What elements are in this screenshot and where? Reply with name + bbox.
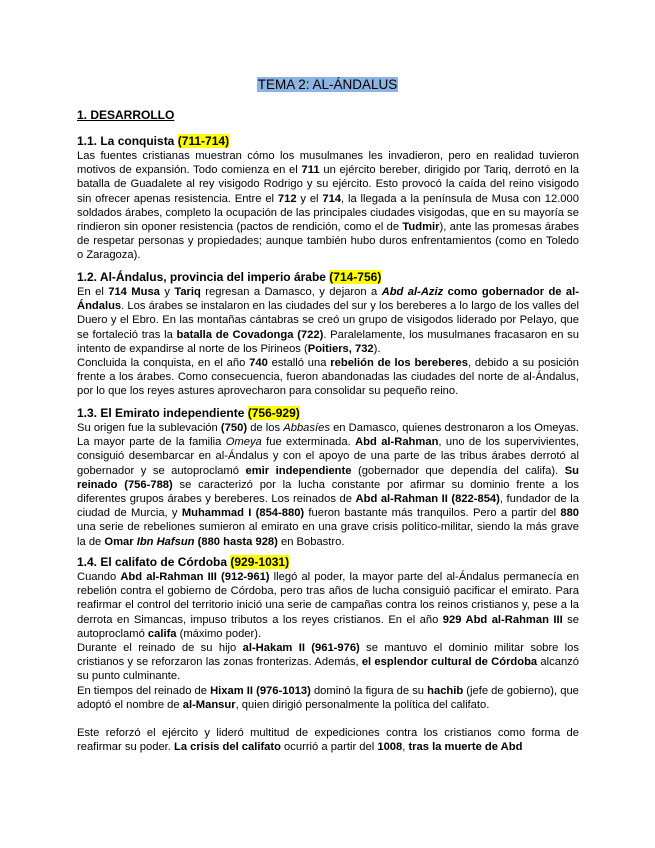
date-highlight: (756-929) <box>247 406 300 420</box>
paragraph-califato-3: En tiempos del reinado de Hixam II (976-1013) dominó la figura de su hachib (jefe de gobierno), que adoptó el nombre de al-Mansur, quien dirigió personalmente la política del califato. <box>77 684 579 711</box>
heading-conquista: 1.1. La conquista (711-714) <box>77 134 230 148</box>
title-text: TEMA 2: AL-ÁNDALUS <box>257 77 398 92</box>
section-provincia <box>77 270 579 399</box>
section-emirato <box>77 406 579 549</box>
section-conquista <box>77 134 579 263</box>
paragraph-conquista: Las fuentes cristianas muestran cómo los musulmanes les invadieron, pero en realidad tuvieron motivos de expansión. Todo comienza en el 711 un ejército bereber, dirigido por Tariq, derrotó en la batalla de Guadalete al rey visigodo Rodrigo y su ejército. Esto provocó la caída del reino visigodo sin ofrecer apenas resistencia. Entre el 712 y el 714, la llegada a la península de Musa con 12.000 soldados árabes, completo la ocupación de las principales ciudades visigodas, que en su mayoría se rindieron sin oponer resistencia (pactos de rendición, como el de Tudmir), ante las promesas árabes de respetar personas y propiedades; aunque también hubo duros enfrentamientos (como en Toledo o Zaragoza). <box>77 150 580 262</box>
paragraph-califato-2: Durante el reinado de su hijo al-Hakam II (961-976) se mantuvo el dominio militar sobre los cristianos y se reforzaron las zonas fronterizas. Además, el esplendor cultural de Córdoba alcanzó su punto culminante. <box>77 642 579 683</box>
paragraph-califato-4: Este reforzó el ejército y lideró multitud de expediciones contra los cristianos como forma de reafirmar su poder. La crisis del califato ocurrió a partir del 1008, tras la muerte de Abd <box>77 727 579 754</box>
paragraph-emirato: Su origen fue la sublevación (750) de los Abbasíes en Damasco, quienes destronaron a los Omeyas. La mayor parte de la familia Omeya fue exterminada. Abd al-Rahman, uno de los supervivientes, consiguió desembarcar en al-Ándalus y con el apoyo de una parte de las tribus árabes derrotó al gobernador y se autoproclamó emir independiente (gobernador que dependía del califa). Su reinado (756-788) se caracterizó por la lucha constante por afirmar su dominio frente a los diferentes grupos árabes y bereberes. Los reinados de Abd al-Rahman II (822-854), fundador de la ciudad de Murcia, y Muhammad I (854-880) fueron bastante más tranquilos. Pero a partir del 880 una serie de rebeliones sumieron al emirato en una grave crisis político-militar, siendo la más grave la de Omar Ibn Hafsun (880 hasta 928) en Bobastro. <box>77 422 580 548</box>
date-highlight: (711-714) <box>177 134 230 148</box>
section-califato <box>77 555 579 754</box>
heading-emirato: 1.3. El Emirato independiente (756-929) <box>77 406 300 420</box>
heading-califato: 1.4. El califato de Córdoba (929-1031) <box>77 555 290 569</box>
paragraph-califato-1: Cuando Abd al-Rahman III (912-961) llegó al poder, la mayor parte del al-Ándalus permanecía en rebelión contra el gobierno de Córdoba, pero tras años de lucha consiguió pacificar el emirato. Para reafirmar el control del territorio inició una serie de campañas contra los reinos cristianos y, pese a la derrota en Simancas, impuso tributos a los reyes cristianos. En el año 929 Abd al-Rahman III se autoproclamó califa (máximo poder). <box>77 571 579 640</box>
heading-provincia: 1.2. Al-Ándalus, provincia del imperio árabe (714-756) <box>77 270 382 284</box>
section-heading: 1. DESARROLLO <box>77 108 175 122</box>
document-title <box>0 76 655 94</box>
date-highlight: (929-1031) <box>230 555 290 569</box>
paragraph-provincia-2: Concluida la conquista, en el año 740 estalló una rebelión de los bereberes, debido a su posición frente a los árabes. Como consecuencia, fueron abandonadas las ciudades del norte de al-Ándalus, por lo que los reyes astures aprovecharon para consolidar su pequeño reino. <box>77 357 579 398</box>
paragraph-provincia-1: En el 714 Musa y Tariq regresan a Damasco, y dejaron a Abd al-Aziz como gobernador de al-Ándalus. Los árabes se instalaron en las ciudades del sur y los bereberes a lo largo de los valles del Duero y el Ebro. En las montañas cántabras se creó un grupo de visigodos liderado por Pelayo, que se fortaleció tras la batalla de Covadonga (722). Paralelamente, los musulmanes fracasaron en su intento de expandirse al norte de los Pirineos (Poitiers, 732). <box>77 286 579 355</box>
date-highlight: (714-756) <box>329 270 382 284</box>
